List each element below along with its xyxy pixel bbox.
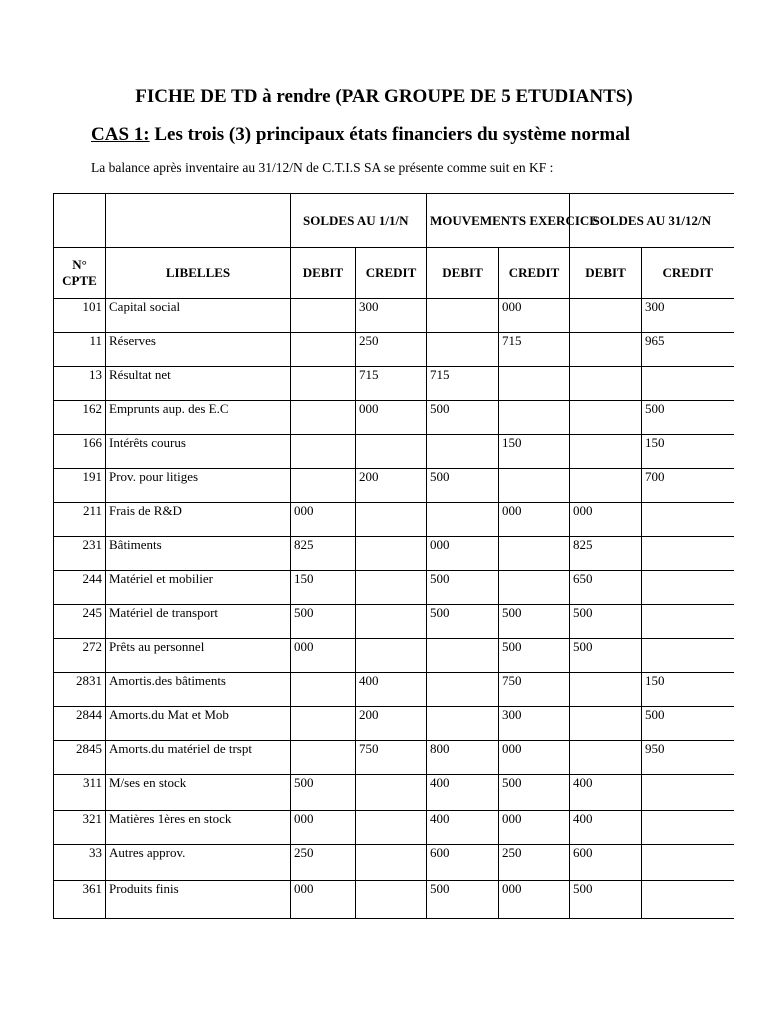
credit-opening-cell xyxy=(356,435,427,469)
account-label: Prov. pour litiges xyxy=(106,469,291,503)
credit-movement-cell: 715 xyxy=(499,333,570,367)
col-libelles-header: LIBELLES xyxy=(106,248,291,299)
account-number: 231 xyxy=(54,537,106,571)
credit-opening-cell xyxy=(356,881,427,919)
credit-opening-cell xyxy=(356,639,427,673)
debit-opening-cell xyxy=(291,435,356,469)
credit-opening-cell: 300 xyxy=(356,299,427,333)
credit-closing-cell xyxy=(642,503,734,537)
credit-opening-cell xyxy=(356,537,427,571)
account-label: Emprunts aup. des E.C xyxy=(106,401,291,435)
debit-movement-cell xyxy=(427,299,499,333)
debit-opening-cell: 500 xyxy=(291,605,356,639)
debit-closing-cell xyxy=(570,741,642,775)
account-label: Résultat net xyxy=(106,367,291,401)
account-label: Produits finis xyxy=(106,881,291,919)
credit-movement-cell xyxy=(499,469,570,503)
credit-closing-cell xyxy=(642,537,734,571)
credit-opening-cell: 715 xyxy=(356,367,427,401)
debit-opening-cell xyxy=(291,707,356,741)
credit-opening-cell xyxy=(356,811,427,845)
table-row xyxy=(54,537,734,571)
debit-movement-cell xyxy=(427,639,499,673)
account-number: 361 xyxy=(54,881,106,919)
debit-closing-cell xyxy=(570,435,642,469)
credit-opening-cell xyxy=(356,845,427,881)
table-row xyxy=(54,707,734,741)
debit-opening-cell: 825 xyxy=(291,537,356,571)
case-heading xyxy=(91,124,630,146)
debit-opening-cell: 000 xyxy=(291,503,356,537)
credit-opening-cell: 000 xyxy=(356,401,427,435)
credit-opening-cell xyxy=(356,775,427,811)
debit-closing-cell: 500 xyxy=(570,881,642,919)
debit-opening-cell xyxy=(291,741,356,775)
table-row xyxy=(54,503,734,537)
account-number: 191 xyxy=(54,469,106,503)
account-label: Matériel et mobilier xyxy=(106,571,291,605)
credit-closing-cell xyxy=(642,367,734,401)
credit-movement-cell: 500 xyxy=(499,639,570,673)
table-row xyxy=(54,299,734,333)
account-label: Amorts.du Mat et Mob xyxy=(106,707,291,741)
table-row xyxy=(54,639,734,673)
account-label: Autres approv. xyxy=(106,845,291,881)
debit-opening-cell: 000 xyxy=(291,811,356,845)
opening-balance-header: SOLDES AU 1/1/N xyxy=(291,194,427,248)
credit-closing-cell: 500 xyxy=(642,707,734,741)
credit-closing-cell xyxy=(642,811,734,845)
debit-closing-cell: 825 xyxy=(570,537,642,571)
account-label: Capital social xyxy=(106,299,291,333)
debit-movement-cell: 500 xyxy=(427,881,499,919)
debit-movement-cell: 800 xyxy=(427,741,499,775)
credit-opening-cell: 200 xyxy=(356,469,427,503)
credit-movement-cell: 000 xyxy=(499,741,570,775)
account-number: 321 xyxy=(54,811,106,845)
table-row xyxy=(54,881,734,919)
debit-closing-cell xyxy=(570,673,642,707)
account-number: 272 xyxy=(54,639,106,673)
col-debit-closing: DEBIT xyxy=(570,248,642,299)
col-credit-movements: CREDIT xyxy=(499,248,570,299)
table-row xyxy=(54,673,734,707)
col-credit-closing: CREDIT xyxy=(642,248,734,299)
debit-closing-cell: 000 xyxy=(570,503,642,537)
page-title: FICHE DE TD à rendre (PAR GROUPE DE 5 ETUDIANTS) xyxy=(135,86,633,107)
credit-movement-cell xyxy=(499,401,570,435)
debit-closing-cell xyxy=(570,367,642,401)
credit-closing-cell xyxy=(642,639,734,673)
debit-movement-cell xyxy=(427,503,499,537)
col-debit-opening: DEBIT xyxy=(291,248,356,299)
credit-movement-cell: 000 xyxy=(499,503,570,537)
credit-opening-cell xyxy=(356,571,427,605)
account-label: M/ses en stock xyxy=(106,775,291,811)
credit-closing-cell: 700 xyxy=(642,469,734,503)
account-number: 211 xyxy=(54,503,106,537)
table-row xyxy=(54,469,734,503)
credit-closing-cell: 300 xyxy=(642,299,734,333)
credit-movement-cell: 500 xyxy=(499,605,570,639)
debit-movement-cell xyxy=(427,673,499,707)
credit-closing-cell xyxy=(642,775,734,811)
debit-closing-cell xyxy=(570,333,642,367)
table-row xyxy=(54,367,734,401)
debit-movement-cell xyxy=(427,707,499,741)
debit-movement-cell: 500 xyxy=(427,571,499,605)
account-number: 162 xyxy=(54,401,106,435)
account-label: Réserves xyxy=(106,333,291,367)
credit-closing-cell: 150 xyxy=(642,435,734,469)
debit-closing-cell: 600 xyxy=(570,845,642,881)
account-number: 166 xyxy=(54,435,106,469)
credit-movement-cell: 150 xyxy=(499,435,570,469)
debit-movement-cell xyxy=(427,435,499,469)
empty-header-cell xyxy=(106,194,291,248)
credit-opening-cell xyxy=(356,503,427,537)
trial-balance-table xyxy=(53,193,734,919)
debit-movement-cell: 000 xyxy=(427,537,499,571)
table-row xyxy=(54,435,734,469)
credit-closing-cell xyxy=(642,881,734,919)
account-label: Intérêts courus xyxy=(106,435,291,469)
debit-movement-cell: 500 xyxy=(427,605,499,639)
account-label: Prêts au personnel xyxy=(106,639,291,673)
movements-header: MOUVEMENTS EXERCICE xyxy=(427,194,570,248)
account-label: Matières 1ères en stock xyxy=(106,811,291,845)
table-row xyxy=(54,811,734,845)
debit-movement-cell: 400 xyxy=(427,775,499,811)
col-cpte-header: N° CPTE xyxy=(54,248,106,299)
debit-movement-cell: 400 xyxy=(427,811,499,845)
debit-opening-cell: 000 xyxy=(291,881,356,919)
closing-balance-header: SOLDES AU 31/12/N xyxy=(570,194,734,248)
credit-closing-cell xyxy=(642,571,734,605)
debit-opening-cell: 000 xyxy=(291,639,356,673)
account-label: Bâtiments xyxy=(106,537,291,571)
account-number: 2831 xyxy=(54,673,106,707)
debit-opening-cell xyxy=(291,673,356,707)
credit-movement-cell: 250 xyxy=(499,845,570,881)
account-number: 11 xyxy=(54,333,106,367)
account-label: Amortis.des bâtiments xyxy=(106,673,291,707)
debit-closing-cell: 400 xyxy=(570,775,642,811)
account-label: Frais de R&D xyxy=(106,503,291,537)
debit-closing-cell xyxy=(570,299,642,333)
table-row xyxy=(54,775,734,811)
credit-closing-cell xyxy=(642,845,734,881)
account-number: 244 xyxy=(54,571,106,605)
col-credit-opening: CREDIT xyxy=(356,248,427,299)
debit-opening-cell xyxy=(291,299,356,333)
intro-text: La balance après inventaire au 31/12/N de C.T.I.S SA se présente comme suit en KF : xyxy=(91,160,554,175)
account-number: 2845 xyxy=(54,741,106,775)
debit-opening-cell: 150 xyxy=(291,571,356,605)
credit-opening-cell: 250 xyxy=(356,333,427,367)
credit-movement-cell xyxy=(499,571,570,605)
credit-opening-cell xyxy=(356,605,427,639)
credit-movement-cell xyxy=(499,537,570,571)
debit-opening-cell xyxy=(291,469,356,503)
debit-opening-cell: 500 xyxy=(291,775,356,811)
case-label: CAS 1: xyxy=(91,124,150,145)
debit-movement-cell: 500 xyxy=(427,469,499,503)
col-debit-movements: DEBIT xyxy=(427,248,499,299)
debit-opening-cell xyxy=(291,401,356,435)
debit-closing-cell xyxy=(570,707,642,741)
empty-header-cell xyxy=(54,194,106,248)
account-number: 13 xyxy=(54,367,106,401)
debit-movement-cell: 500 xyxy=(427,401,499,435)
case-text: Les trois (3) principaux états financiers du système normal xyxy=(149,124,631,145)
credit-closing-cell: 965 xyxy=(642,333,734,367)
credit-opening-cell: 750 xyxy=(356,741,427,775)
debit-opening-cell: 250 xyxy=(291,845,356,881)
account-number: 245 xyxy=(54,605,106,639)
credit-opening-cell: 200 xyxy=(356,707,427,741)
credit-closing-cell: 950 xyxy=(642,741,734,775)
debit-movement-cell: 715 xyxy=(427,367,499,401)
credit-movement-cell: 000 xyxy=(499,299,570,333)
column-header-row xyxy=(54,248,734,299)
credit-closing-cell: 150 xyxy=(642,673,734,707)
debit-movement-cell xyxy=(427,333,499,367)
credit-closing-cell xyxy=(642,605,734,639)
account-number: 101 xyxy=(54,299,106,333)
credit-movement-cell xyxy=(499,367,570,401)
account-label: Amorts.du matériel de trspt xyxy=(106,741,291,775)
account-label: Matériel de transport xyxy=(106,605,291,639)
credit-opening-cell: 400 xyxy=(356,673,427,707)
debit-closing-cell: 400 xyxy=(570,811,642,845)
table-row xyxy=(54,845,734,881)
account-number: 311 xyxy=(54,775,106,811)
table-row xyxy=(54,333,734,367)
table-row xyxy=(54,571,734,605)
group-header-row xyxy=(54,194,734,248)
table-row xyxy=(54,401,734,435)
table-row xyxy=(54,741,734,775)
credit-movement-cell: 000 xyxy=(499,881,570,919)
debit-closing-cell: 650 xyxy=(570,571,642,605)
credit-movement-cell: 500 xyxy=(499,775,570,811)
account-number: 2844 xyxy=(54,707,106,741)
debit-closing-cell xyxy=(570,401,642,435)
debit-opening-cell xyxy=(291,367,356,401)
credit-movement-cell: 750 xyxy=(499,673,570,707)
debit-closing-cell xyxy=(570,469,642,503)
account-number: 33 xyxy=(54,845,106,881)
credit-movement-cell: 000 xyxy=(499,811,570,845)
debit-movement-cell: 600 xyxy=(427,845,499,881)
table-row xyxy=(54,605,734,639)
debit-closing-cell: 500 xyxy=(570,639,642,673)
credit-movement-cell: 300 xyxy=(499,707,570,741)
debit-opening-cell xyxy=(291,333,356,367)
credit-closing-cell: 500 xyxy=(642,401,734,435)
debit-closing-cell: 500 xyxy=(570,605,642,639)
